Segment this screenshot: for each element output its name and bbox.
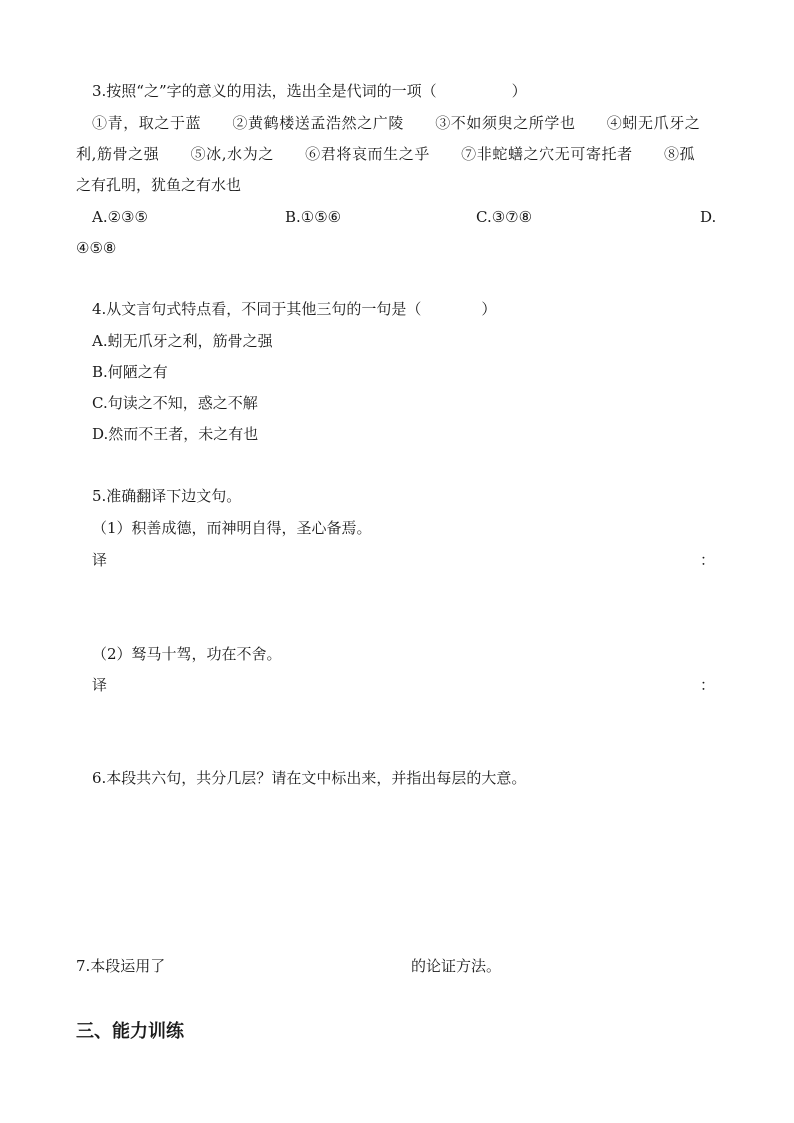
q4-option-b: B.何陋之有 [92, 363, 168, 381]
q5-sub2-translate-label: 译 [92, 676, 108, 694]
q3-option-a: A.②③⑤ [92, 208, 148, 226]
q4-option-d: D.然而不王者，未之有也 [92, 425, 259, 443]
q3-option-b: B.①⑤⑥ [285, 208, 342, 226]
q4-option-c: C.句读之不知，惑之不解 [92, 394, 258, 412]
section-3-heading: 三、能力训练 [76, 1021, 184, 1042]
q3-stem: 3.按照“之”字的意义的用法，选出全是代词的一项（ ） [92, 82, 527, 100]
q4-option-a: A.蚓无爪牙之利，筋骨之强 [92, 332, 273, 350]
q5-sub2-translate-end: ： [700, 676, 716, 694]
q3-option-d-value: ④⑤⑧ [76, 239, 117, 257]
q3-body-line-1: ①青，取之于蓝 ②黄鹤楼送孟浩然之广陵 ③不如须臾之所学也 ④蚓无爪牙之 [92, 114, 701, 132]
q7-prefix: 7.本段运用了 [76, 957, 166, 975]
q3-body-line-3: 之有孔明，犹鱼之有水也 [76, 176, 242, 194]
q3-option-c: C.③⑦⑧ [476, 208, 533, 226]
q4-stem: 4.从文言句式特点看，不同于其他三句的一句是（ ） [92, 300, 497, 318]
q5-sub1-translate-label: 译 [92, 551, 108, 569]
q7-suffix: 的论证方法。 [411, 957, 502, 975]
q5-sub2: （2）驽马十驾，功在不舍。 [92, 645, 282, 663]
q5-sub1: （1）积善成德，而神明自得，圣心备焉。 [92, 519, 372, 537]
q3-option-d-label: D. [700, 208, 717, 226]
q6-stem: 6.本段共六句，共分几层？请在文中标出来，并指出每层的大意。 [92, 769, 527, 787]
q5-sub1-translate-end: ： [700, 551, 716, 569]
q5-stem: 5.准确翻译下边文句。 [92, 487, 242, 505]
q3-body-line-2: 利,筋骨之强 ⑤冰,水为之 ⑥君将哀而生之乎 ⑦非蛇蟮之穴无可寄托者 ⑧孤 [76, 145, 696, 163]
